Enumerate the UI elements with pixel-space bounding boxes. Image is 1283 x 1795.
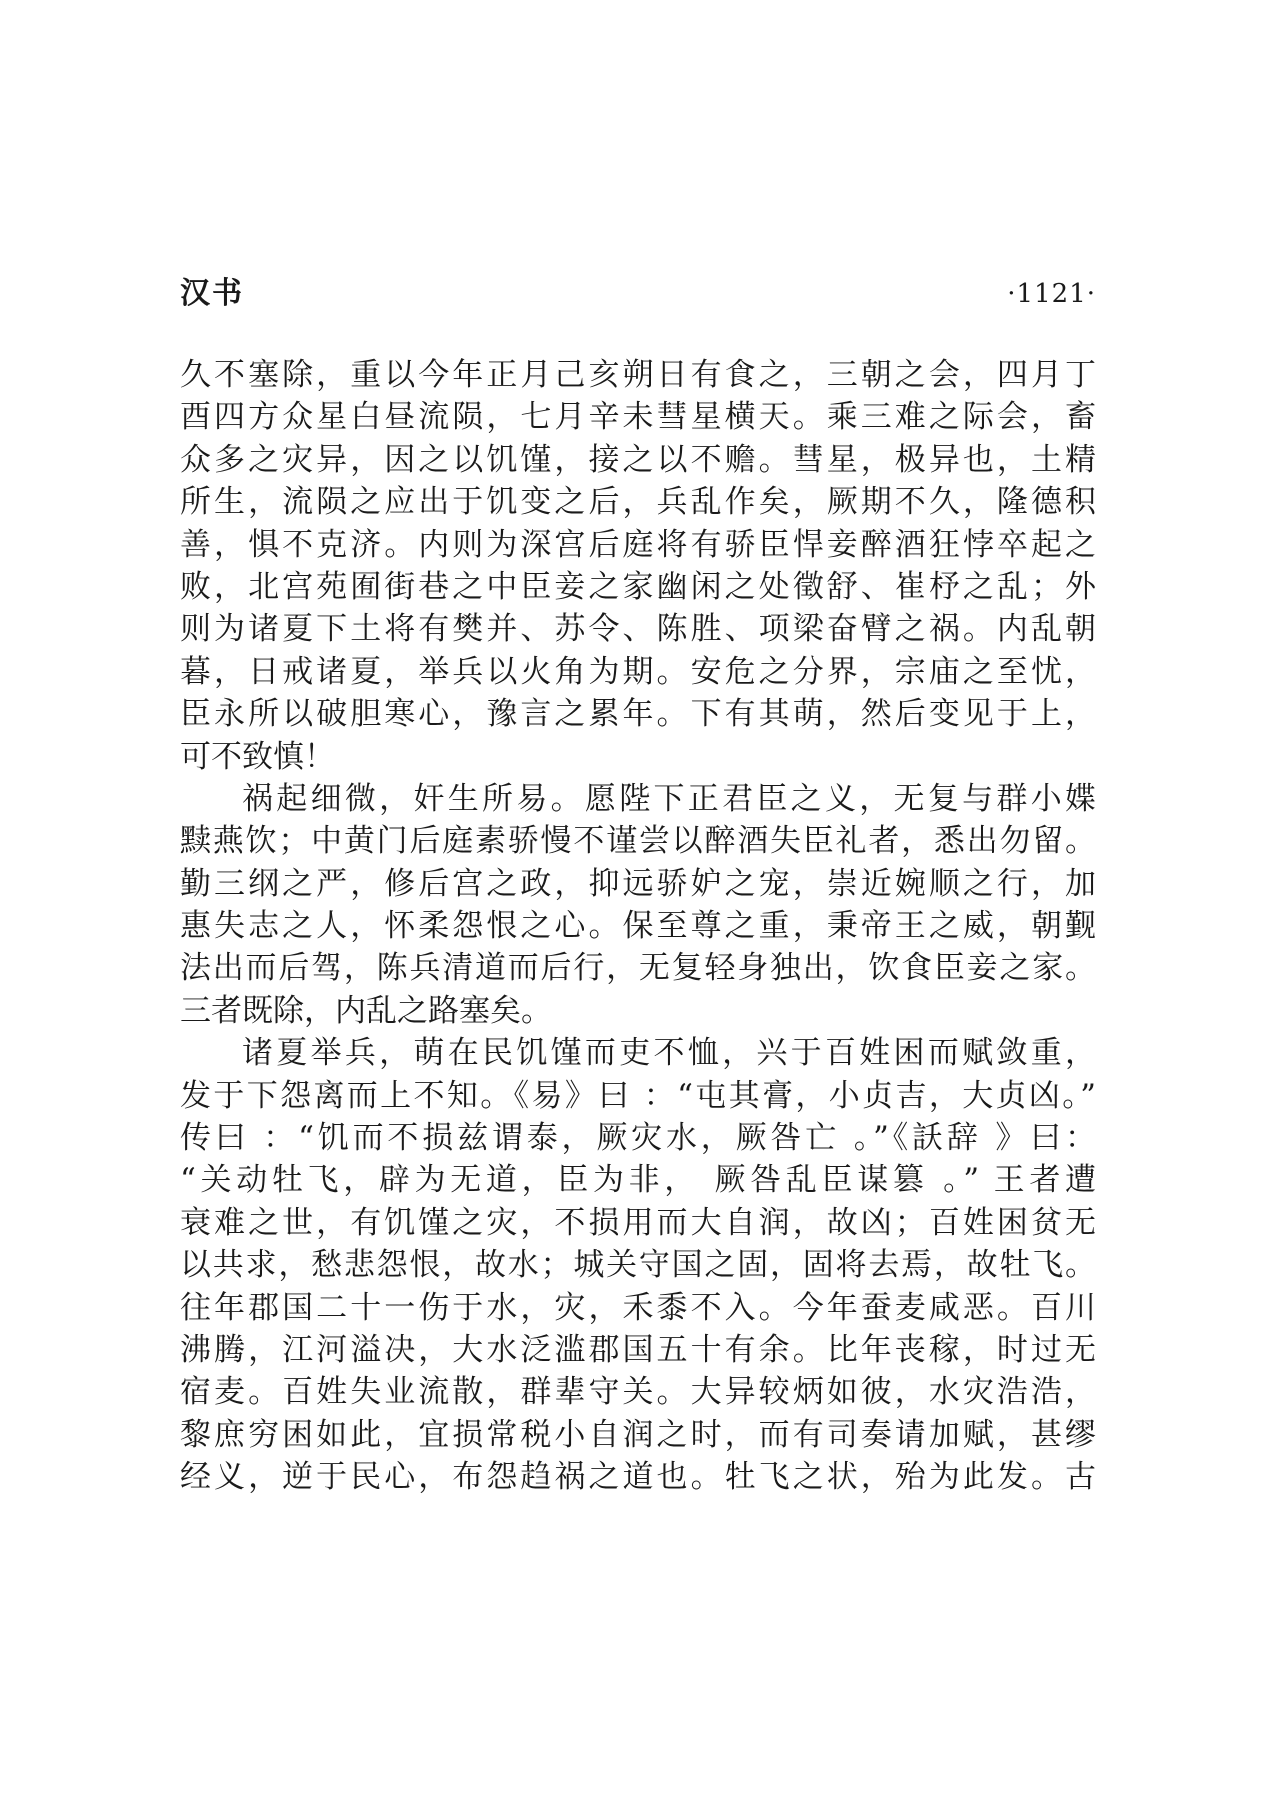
text-line: 宿麦。百姓失业流散，群辈守关。大异较炳如彼，水灾浩浩， xyxy=(180,1374,1096,1411)
text-line: 众多之灾异，因之以饥馑，接之以不赡。彗星，极异也，土精 xyxy=(180,441,1096,478)
text-line: 久不塞除，重以今年正月己亥朔日有食之，三朝之会，四月丁 xyxy=(180,357,1096,393)
text-line: 发于下怨离而上不知。《易》曰 ：“屯其膏，小贞吉，大贞凶。” xyxy=(180,1077,1096,1114)
text-line: 可不致慎！ xyxy=(180,738,335,775)
text-line: 传曰 ：“饥而不损兹谓泰，厥灾水，厥咎亡 。”《訞辞 》曰： xyxy=(180,1120,1096,1157)
running-header xyxy=(180,274,1096,318)
text-line: 惠失志之人，怀柔怨恨之心。保至尊之重，秉帝王之威，朝觐 xyxy=(180,908,1096,945)
text-line: 黩燕饮；中黄门后庭素骄慢不谨尝以醉酒失臣礼者，悉出勿留。 xyxy=(180,823,1096,860)
text-line: 沸腾，江河溢决，大水泛滥郡国五十有余。比年丧稼，时过无 xyxy=(180,1331,1096,1368)
text-line: 善，惧不克济。内则为深宫后庭将有骄臣悍妾醉酒狂悖卒起之 xyxy=(180,526,1096,563)
text-line: 三者既除，内乱之路塞矣。 xyxy=(180,992,552,1029)
book-title: 汉书 xyxy=(180,276,244,311)
page-number: ·1121· xyxy=(1007,279,1096,309)
text-line: 勤三纲之严，修后宫之政，抑远骄妒之宠，崇近婉顺之行，加 xyxy=(180,865,1096,902)
text-line: 以共求，愁悲怨恨，故水；城关守国之固，固将去焉，故牡飞。 xyxy=(180,1247,1096,1284)
text-line: 所生，流陨之应出于饥变之后，兵乱作矣，厥期不久，隆德积 xyxy=(180,484,1096,521)
text-line: “关动牡飞，辟为无道，臣为非， 厥咎乱臣谋篡 。” 王者遭 xyxy=(180,1162,1096,1199)
text-line: 黎庶穷困如此，宜损常税小自润之时，而有司奏请加赋，甚缪 xyxy=(180,1416,1096,1453)
text-line: 败，北宫苑囿街巷之中臣妾之家幽闲之处徵舒、崔杼之乱；外 xyxy=(180,568,1096,605)
text-line: 臣永所以破胆寒心，豫言之累年。下有其萌，然后变见于上， xyxy=(180,696,1096,733)
text-line: 经义，逆于民心，布怨趋祸之道也。牡飞之状，殆为此发。古 xyxy=(180,1459,1096,1496)
text-line: 暮，日戒诸夏，举兵以火角为期。安危之分界，宗庙之至忧， xyxy=(180,653,1096,690)
text-line: 诸夏举兵，萌在民饥馑而吏不恤，兴于百姓困而赋敛重， xyxy=(242,1035,1096,1072)
text-line: 则为诸夏下土将有樊并、苏令、陈胜、项梁奋臂之祸。内乱朝 xyxy=(180,611,1096,648)
text-line: 往年郡国二十一伤于水，灾，禾黍不入。今年蚕麦咸恶。百川 xyxy=(180,1289,1096,1326)
text-line: 衰难之世，有饥馑之灾，不损用而大自润，故凶；百姓困贫无 xyxy=(180,1204,1096,1241)
text-line: 酉四方众星白昼流陨，七月辛未彗星横天。乘三难之际会，畜 xyxy=(180,399,1096,436)
text-line: 法出而后驾，陈兵清道而后行，无复轻身独出，饮食臣妾之家。 xyxy=(180,950,1096,987)
text-line: 祸起细微，奸生所易。愿陛下正君臣之义，无复与群小媟 xyxy=(242,780,1096,817)
body-text xyxy=(180,354,1096,1499)
